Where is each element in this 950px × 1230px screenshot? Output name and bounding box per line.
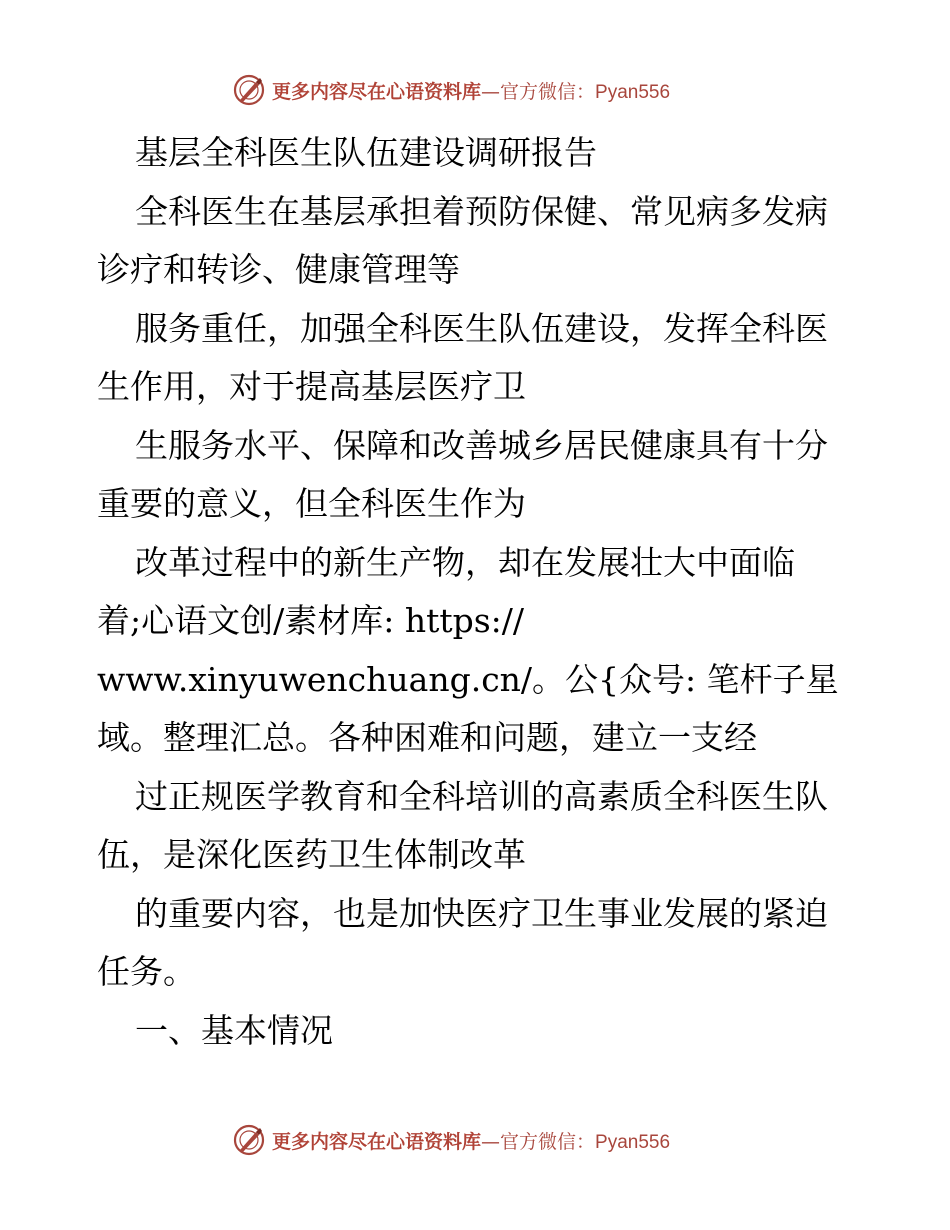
banner-dash: —	[481, 80, 501, 103]
paragraph-line: 伍，是深化医药卫生体制改革	[97, 835, 526, 874]
pen-circle-logo-icon	[232, 73, 266, 107]
paragraph-line: www.xinyuwenchuang.cn/。公{众号: 笔杆子星	[97, 659, 839, 699]
paragraph-line: 生服务水平、保障和改善城乡居民健康具有十分	[135, 425, 828, 465]
footer-banner	[232, 1120, 712, 1160]
banner-wechat-label: 官方微信：	[500, 80, 596, 103]
pen-circle-logo-icon	[232, 1123, 266, 1157]
section-heading: 一、基本情况	[135, 1010, 333, 1050]
paragraph-line: 的重要内容，也是加快医疗卫生事业发展的紧迫	[135, 893, 828, 933]
paragraph-line: 过正规医学教育和全科培训的高素质全科医生队	[135, 776, 828, 816]
banner-text	[272, 1127, 670, 1154]
banner-brand-text: 更多内容尽在心语资料库	[272, 80, 482, 103]
header-banner	[232, 70, 712, 110]
paragraph-line: 服务重任，加强全科医生队伍建设，发挥全科医	[135, 308, 828, 348]
banner-dash: —	[481, 1130, 501, 1153]
banner-text	[272, 77, 670, 104]
paragraph-line: 重要的意义，但全科医生作为	[97, 484, 526, 523]
paragraph-line: 改革过程中的新生产物，却在发展壮大中面临	[135, 542, 795, 582]
banner-brand-text: 更多内容尽在心语资料库	[272, 1130, 482, 1153]
paragraph-line: 诊疗和转诊、健康管理等	[97, 250, 460, 289]
paragraph-line: 生作用，对于提高基层医疗卫	[97, 367, 526, 406]
banner-wechat-label: 官方微信：	[500, 1130, 596, 1153]
document-title: 基层全科医生队伍建设调研报告	[135, 133, 597, 172]
document-body	[97, 124, 857, 1060]
paragraph-line: 任务。	[97, 952, 196, 991]
paragraph-line: 着;心语文创/素材库: https://	[97, 601, 525, 640]
paragraph-line: 全科医生在基层承担着预防保健、常见病多发病	[135, 191, 828, 231]
banner-handle: Pyan556	[595, 81, 671, 103]
banner-handle: Pyan556	[595, 1131, 671, 1153]
paragraph-line: 域。整理汇总。各种困难和问题，建立一支经	[97, 718, 757, 757]
